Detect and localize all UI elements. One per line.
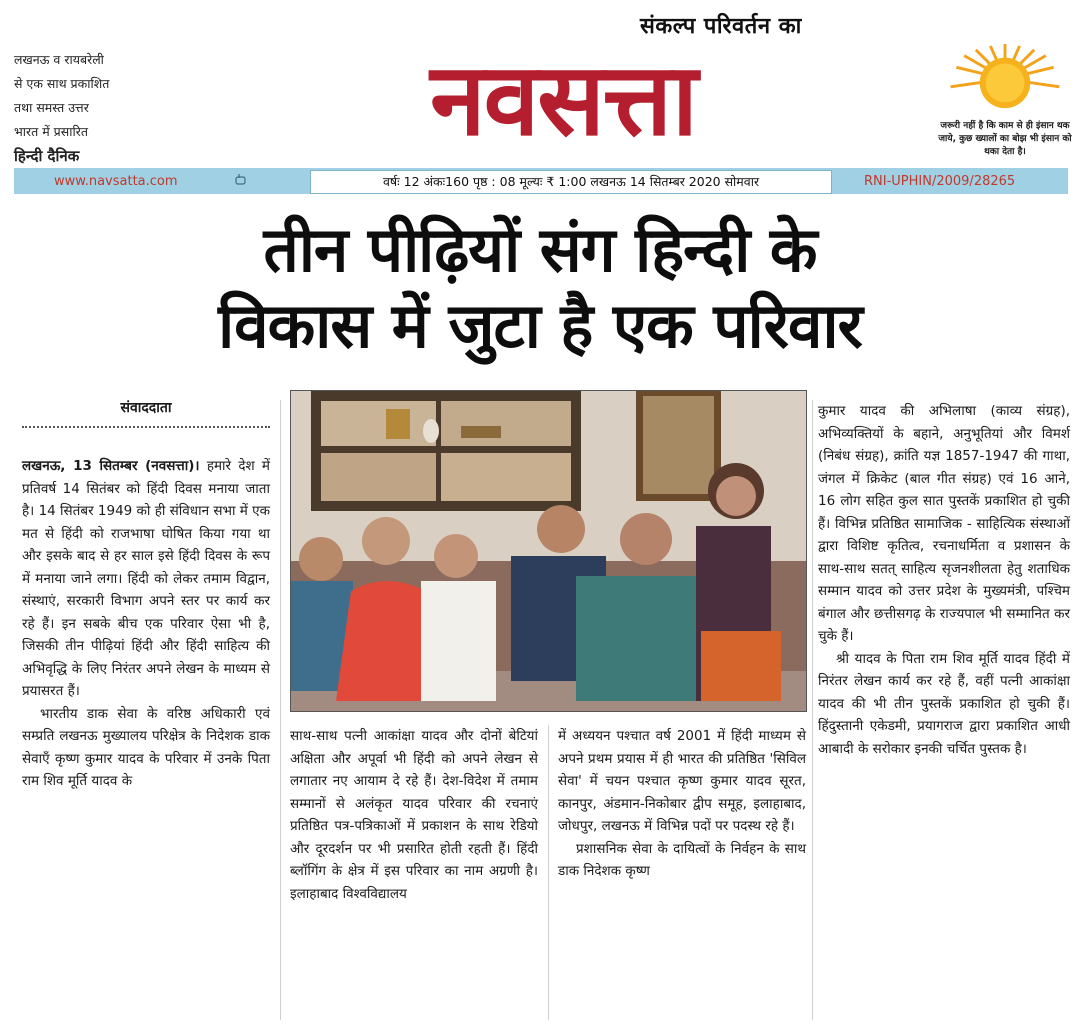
paragraph: श्री यादव के पिता राम शिव मूर्ति यादव हिंदी में निरंतर लेखन कार्य कर रहे हैं, वहीं पत्नी आकांक्षा यादव की भी तीन पुस्तकें प्रकाशित हो चुकी हैं। हिंदुस्तानी एकेडमी, प्रयागराज द्वारा प्रकाशित आधी आबादी के सरोकार इनकी चर्चित पुस्तक है। <box>818 650 1070 757</box>
headline-line-1: तीन पीढ़ियों संग हिन्दी के <box>263 213 817 286</box>
byline-divider <box>22 426 270 428</box>
article-column-2 <box>290 725 538 905</box>
article-headline <box>10 212 1070 364</box>
website-link[interactable]: www.navsatta.com <box>54 174 178 189</box>
rni-number: RNI-UPHIN/2009/28265 <box>864 174 1016 189</box>
article-column-3 <box>558 725 806 883</box>
info-bar <box>14 168 1068 194</box>
paragraph: में अध्ययन पश्चात वर्ष 2001 में हिंदी माध्यम से अपने प्रथम प्रयास में ही भारत की प्रतिष्ठित 'सिविल सेवा' में चयन पश्चात कृष्ण कुमार यादव सूरत, कानपुर, अंडमान-निकोबार द्वीप समूह, इलाहाबाद, जोधपुर, लखनऊ में विभिन्न पदों पर पदस्थ रहे हैं। <box>558 728 806 834</box>
blurb-line: तथा समस्त उत्तर <box>14 100 89 115</box>
family-photo <box>290 390 807 712</box>
blurb-line: से एक साथ प्रकाशित <box>14 76 110 91</box>
paragraph: कुमार यादव की अभिलाषा (काव्य संग्रह), अभिव्यक्तियों के बहाने, अनुभूतियां और विमर्श (निबंध संग्रह), क्रांति यज्ञ 1857-1947 की गाथा, जंगल में क्रिकेट (बाल गीत संग्रह) एवं 16 आने, 16 लोग सहित कुल सात पुस्तकें प्रकाशित हो चुकी हैं। विभिन्न प्रतिष्ठित सामाजिक - साहित्यिक संस्थाओं द्वारा विशिष्ट कृतित्व, रचनाधर्मिता व प्रशासन के साथ-साथ सतत् साहित्य सृजनशीलता हेतु शताधिक सम्मान यादव को उत्तर प्रदेश के मुख्यमंत्री, पश्चिम बंगाल और छत्तीसगढ़ के राज्यपाल भी सम्मानित कर चुके हैं। <box>818 403 1070 644</box>
sun-icon <box>935 44 1075 114</box>
paragraph: साथ-साथ पत्नी आकांक्षा यादव और दोनों बेटियां अक्षिता और अपूर्वा भी हिंदी को अपने लेखन से लगातार नए आयाम दे रहे हैं। देश-विदेश में तमाम सम्मानों से अलंकृत यादव परिवार की रचनाएं प्रतिष्ठित पत्र-पत्रिकाओं में प्रकाशन के साथ रेडियो और दूरदर्शन पर भी प्रसारित होती रहती हैं। हिंदी ब्लॉगिंग के क्षेत्र में इस परिवार का नाम अग्रणी है। इलाहाबाद विश्वविद्यालय <box>290 728 538 902</box>
masthead-left-blurb <box>14 48 164 168</box>
article-column-1 <box>22 455 270 793</box>
blurb-line: भारत में प्रसारित <box>14 124 88 139</box>
newspaper-logo: नवसत्ता <box>430 40 696 158</box>
paragraph: हमारे देश में प्रतिवर्ष 14 सितंबर को हिंदी दिवस मनाया जाता है। 14 सितंबर 1949 को ही संविधान सभा में एक मत से हिंदी को राजभाषा घोषित किया गया था और इसके बाद से हर साल इसे हिंदी दिवस के रूप में मनाया जाने लगा। हिंदी को लेकर तमाम विद्वान, संस्थाएं, सरकारी विभाग अपने स्तर पर कार्य कर रहे हैं। इन सबके बीच एक परिवार ऐसा भी है, जिसकी तीन पीढ़ियां हिंदी और हिंदी साहित्य की अभिवृद्धि के लिए निरंतर अपने लेखन के माध्यम से प्रयासरत हैं। <box>22 458 271 699</box>
paragraph: प्रशासनिक सेवा के दायित्वों के निर्वहन के साथ डाक निदेशक कृष्ण <box>558 840 806 879</box>
column-divider <box>548 725 549 1020</box>
headline-line-2: विकास में जुटा है एक परिवार <box>218 289 862 362</box>
blurb-line: लखनऊ व रायबरेली <box>14 52 104 67</box>
blurb-line: हिन्दी दैनिक <box>14 147 80 165</box>
paragraph: भारतीय डाक सेवा के वरिष्ठ अधिकारी एवं सम्प्रति लखनऊ मुख्यालय परिक्षेत्र के निदेशक डाक सेवाएँ कृष्ण कुमार यादव के परिवार में उनके पिता राम शिव मूर्ति यादव के <box>22 705 270 789</box>
article-column-4 <box>818 400 1070 760</box>
article-dateline: लखनऊ, 13 सितम्बर (नवसत्ता)। <box>22 458 200 474</box>
issue-details: वर्षः 12 अंकः160 पृष्ठ : 08 मूल्यः ₹ 1:00 लखनऊ 14 सितम्बर 2020 सोमवार <box>310 170 832 194</box>
family-photo-illustration <box>291 391 806 711</box>
column-divider <box>812 400 813 1020</box>
sun-quote-box <box>935 44 1075 164</box>
masthead-tagline: संकल्प परिवर्तन का <box>640 14 802 39</box>
article-byline: संवाददाता <box>120 400 172 416</box>
column-divider <box>280 400 281 1020</box>
hand-pointer-icon <box>234 172 248 186</box>
sun-quote-text: जरूरी नहीं है कि काम से ही इंसान थक जाये, कुछ ख्यालों का बोझ भी इंसान को थका देता है। <box>938 121 1072 157</box>
